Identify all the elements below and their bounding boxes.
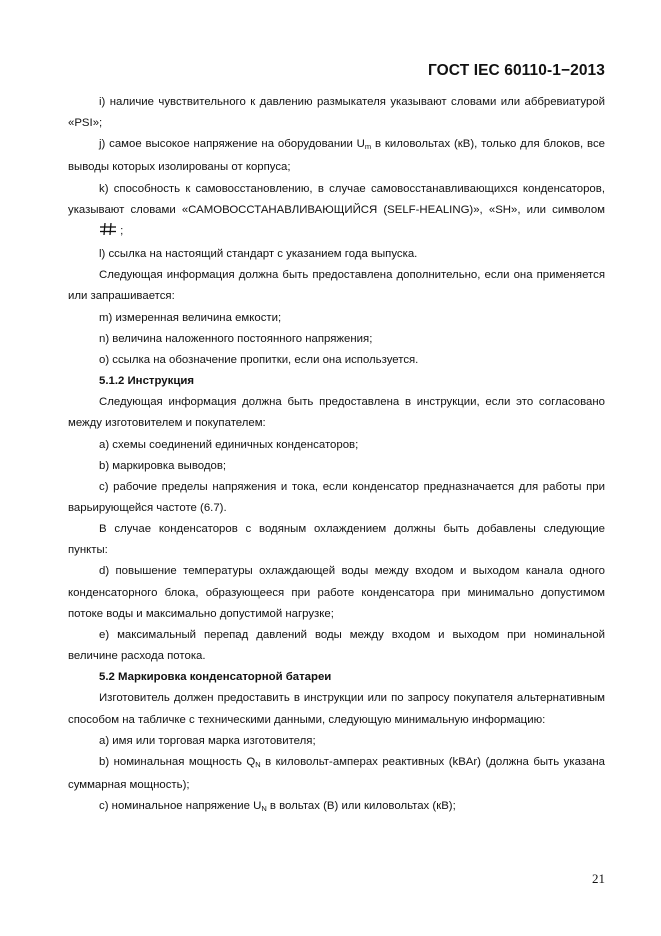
section-heading-5-2: 5.2 Маркировка конденсаторной батареи	[99, 671, 332, 684]
bank-intro-paragraph: Изготовитель должен предоставить в инструкции или по запросу покупателя альтернативным способом на табличке с техническими данными, следующую минимальную информацию:	[68, 692, 605, 726]
document-body	[68, 92, 605, 819]
water-cooling-item-d: d) повышение температуры охлаждающей воды между входом и выходом канала одного конденсаторного блока, образующееся при работе конденсатора при минимально допустимом потоке воды и максимально допустимой нагрузке;	[68, 565, 605, 620]
instruction-intro-paragraph: Следующая информация должна быть предоставлена в инструкции, если это согласовано между изготовителем и покупателем:	[68, 396, 605, 430]
bank-item-b-text-1: b) номинальная мощность Q	[99, 755, 256, 768]
water-cooling-intro-paragraph: В случае конденсаторов с водяным охлаждением должны быть добавлены следующие пункты:	[68, 523, 605, 557]
instruction-item-a: a) схемы соединений единичных конденсаторов;	[99, 438, 359, 451]
bank-item-b-subscript: N	[255, 759, 261, 769]
item-j-text-1: j) самое высокое напряжение на оборудовании U	[99, 138, 365, 151]
bank-item-c-text-1: c) номинальное напряжение U	[99, 800, 262, 813]
bank-item-b	[68, 752, 605, 796]
item-o: o) ссылка на обозначение пропитки, если она используется.	[99, 353, 419, 366]
item-k-text: k) способность к самовосстановлению, в случае самовосстанавливающихся конденсаторов, указывают словами «САМОВОССТАНАВЛИВАЮЩИЙСЯ (SELF-HEALING)», «SH», или символом	[68, 182, 605, 216]
water-cooling-item-e: e) максимальный перепад давлений воды между входом и выходом при номинальной величине расхода потока.	[68, 628, 605, 663]
standard-code-header: ГОСТ IEC 60110-1−2013	[427, 62, 605, 79]
page-number: 21	[592, 871, 605, 886]
item-n: n) величина наложенного постоянного напряжения;	[99, 332, 373, 345]
item-j	[68, 134, 605, 178]
item-i: i) наличие чувствительного к давлению размыкателя указывают словами или аббревиатурой «PSI»;	[68, 96, 605, 130]
bank-item-c	[68, 796, 605, 819]
item-j-text-2: в киловольтах (кВ), только для блоков, все выводы которых изолированы от корпуса;	[68, 138, 605, 174]
bank-item-c-text-2: в вольтах (В) или киловольтах (кВ);	[266, 800, 456, 813]
self-healing-symbol-icon	[68, 222, 117, 244]
bank-item-c-subscript: N	[261, 804, 267, 814]
bank-item-a: a) имя или торговая марка изготовителя;	[99, 734, 316, 747]
section-heading-5-1-2: 5.1.2 Инструкция	[99, 375, 194, 388]
item-k-end: ;	[117, 224, 124, 237]
extra-info-paragraph: Следующая информация должна быть предоставлена дополнительно, если она применяется или запрашивается:	[68, 269, 605, 303]
instruction-item-c: c) рабочие пределы напряжения и тока, если конденсатор предназначается для работы при варьирующейся частоте (6.7).	[68, 480, 605, 514]
item-m: m) измеренная величина емкости;	[99, 311, 282, 324]
bank-item-b-text-2: в киловольт-амперах реактивных (kBAr) (должна быть указана суммарная мощность);	[68, 755, 605, 791]
item-j-subscript: m	[364, 142, 372, 152]
item-l: l) ссылка на настоящий стандарт с указанием года выпуска.	[99, 248, 418, 261]
instruction-item-b: b) маркировка выводов;	[99, 459, 227, 472]
item-k	[68, 179, 605, 244]
